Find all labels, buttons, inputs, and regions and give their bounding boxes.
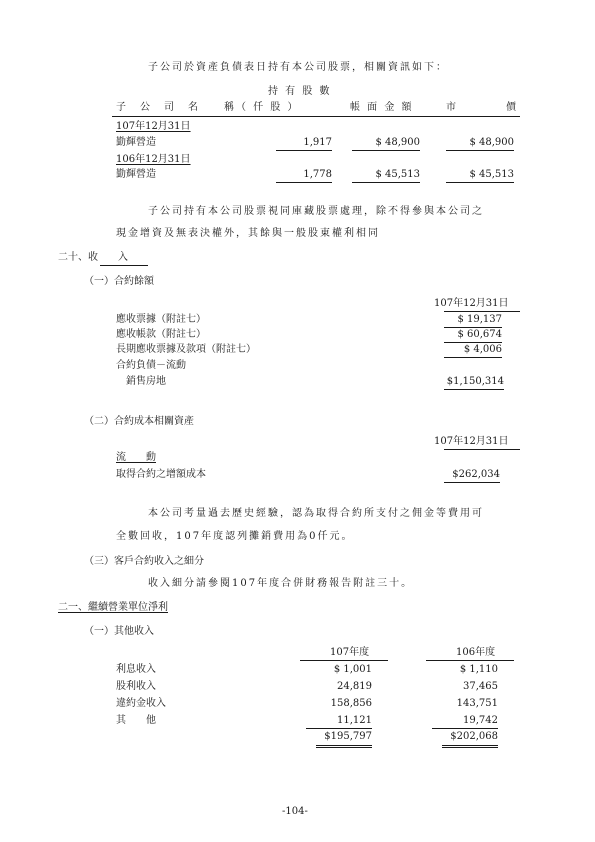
para1-line2: 現金增資及無表決權外，其餘與一般股東權利相同 bbox=[116, 228, 380, 239]
contract-liability-label: 合約負債－流動 bbox=[116, 360, 186, 371]
para1-line1: 子公司持有本公司股票視同庫藏股票處理，除不得參與本公司之 bbox=[148, 206, 484, 217]
contract-row-1-rule bbox=[444, 327, 502, 328]
section-20-title-underline bbox=[100, 265, 148, 266]
contract-cost-current: 流 動 bbox=[116, 452, 156, 463]
other-income-v1-subtotal-rule bbox=[306, 728, 372, 729]
other-income-row-2-v1: 24,819 bbox=[337, 681, 372, 692]
other-income-row-1-v2: $ 1,110 bbox=[459, 664, 498, 675]
section-20-sub3-text: 收入細分請參閱107年度合併財務報告附註三十。 bbox=[148, 578, 414, 589]
holdings-date-2: 106年12月31日 bbox=[116, 154, 191, 165]
holdings-row1-shares-rule bbox=[276, 150, 332, 151]
section-20-title: 二十、收 入 bbox=[58, 252, 128, 263]
contract-cost-date: 107年12月31日 bbox=[434, 436, 509, 447]
contract-row-2-label: 應收帳款（附註七） bbox=[116, 329, 206, 340]
other-income-row-1-label: 利息收入 bbox=[116, 664, 156, 675]
other-income-col-2-rule bbox=[426, 660, 514, 661]
contract-cost-label: 取得合約之增額成本 bbox=[116, 469, 206, 480]
other-income-total-1-rule bbox=[316, 745, 372, 748]
holdings-header-rule bbox=[112, 116, 520, 117]
contract-cost-value: $262,034 bbox=[452, 469, 500, 480]
intro-line: 子公司於資產負債表日持有本公司股票，相關資訊如下： bbox=[148, 62, 448, 73]
holdings-row2-market: $ 45,513 bbox=[469, 169, 514, 180]
other-income-row-2-v2: 37,465 bbox=[463, 681, 498, 692]
section-20-sub3: （三）客戶合約收入之細分 bbox=[84, 556, 204, 567]
holdings-row2-market-rule bbox=[446, 182, 514, 183]
contract-row-2-value: $ 60,674 bbox=[457, 329, 502, 340]
holdings-row2-shares: 1,778 bbox=[303, 169, 332, 180]
holdings-col-name: 子 公 司 名 稱（ 仟 股 ） bbox=[116, 102, 300, 113]
other-income-col-1-rule bbox=[300, 660, 388, 661]
contract-row-3-label: 長期應收票據及款項（附註七） bbox=[116, 344, 256, 355]
other-income-col-1: 107年度 bbox=[330, 647, 370, 658]
holdings-date-1: 107年12月31日 bbox=[116, 121, 191, 132]
holdings-col-book: 帳 面 金 額 bbox=[350, 102, 414, 113]
contract-cost-rule bbox=[444, 482, 500, 483]
holdings-row1-name: 勤輝營造 bbox=[116, 137, 156, 148]
other-income-row-4-v1: 11,121 bbox=[337, 715, 372, 726]
contract-row-2-rule bbox=[444, 342, 502, 343]
other-income-row-1-v1: $ 1,001 bbox=[333, 664, 372, 675]
contract-liability-value: $1,150,314 bbox=[446, 376, 504, 387]
contract-balance-date-rule bbox=[444, 311, 520, 312]
other-income-col-2: 106年度 bbox=[456, 647, 496, 658]
other-income-total-1: $195,797 bbox=[324, 731, 372, 742]
section-21-title: 二一、繼續營業單位淨利 bbox=[58, 602, 168, 613]
contract-row-1-label: 應收票據（附註七） bbox=[116, 314, 206, 325]
holdings-row1-market-rule bbox=[446, 150, 514, 151]
holdings-row2-book: $ 45,513 bbox=[375, 169, 420, 180]
holdings-col-market: 市 價 bbox=[446, 102, 518, 113]
contract-row-3-value: $ 4,006 bbox=[463, 344, 502, 355]
section-20-sub2: （二）合約成本相關資產 bbox=[84, 416, 194, 427]
page-number: -104- bbox=[282, 806, 308, 817]
holdings-row1-market: $ 48,900 bbox=[469, 137, 514, 148]
holdings-row2-shares-rule bbox=[276, 182, 332, 183]
contract-liability-item: 銷售房地 bbox=[126, 376, 166, 387]
other-income-total-2-rule bbox=[442, 745, 498, 748]
contract-row-1-value: $ 19,137 bbox=[457, 314, 502, 325]
contract-balance-date: 107年12月31日 bbox=[434, 298, 509, 309]
other-income-total-2: $202,068 bbox=[450, 731, 498, 742]
holdings-row1-shares: 1,917 bbox=[303, 137, 332, 148]
holdings-row1-book: $ 48,900 bbox=[375, 137, 420, 148]
other-income-v2-subtotal-rule bbox=[432, 728, 498, 729]
section-21-sub1: （一）其他收入 bbox=[84, 626, 154, 637]
contract-row-3-rule bbox=[444, 357, 502, 358]
other-income-row-4-label: 其 他 bbox=[116, 715, 156, 726]
section-20-para-line2: 全數回收，107年度認列攤銷費用為0仟元。 bbox=[116, 531, 354, 542]
other-income-row-3-v2: 143,751 bbox=[456, 698, 498, 709]
holdings-row2-book-rule bbox=[352, 182, 420, 183]
contract-cost-date-rule bbox=[444, 449, 520, 450]
section-20-sub1: （一）合約餘額 bbox=[84, 276, 154, 287]
holdings-row1-book-rule bbox=[352, 150, 420, 151]
section-20-para-line1: 本公司考量過去歷史經驗，認為取得合約所支付之佣金等費用可 bbox=[148, 508, 484, 519]
holdings-row2-name: 勤輝營造 bbox=[116, 169, 156, 180]
holdings-group-header: 持 有 股 數 bbox=[268, 86, 332, 97]
other-income-row-3-label: 違約金收入 bbox=[116, 698, 166, 709]
other-income-row-2-label: 股利收入 bbox=[116, 681, 156, 692]
other-income-row-3-v1: 158,856 bbox=[330, 698, 372, 709]
other-income-row-4-v2: 19,742 bbox=[463, 715, 498, 726]
contract-liability-rule bbox=[444, 389, 504, 390]
